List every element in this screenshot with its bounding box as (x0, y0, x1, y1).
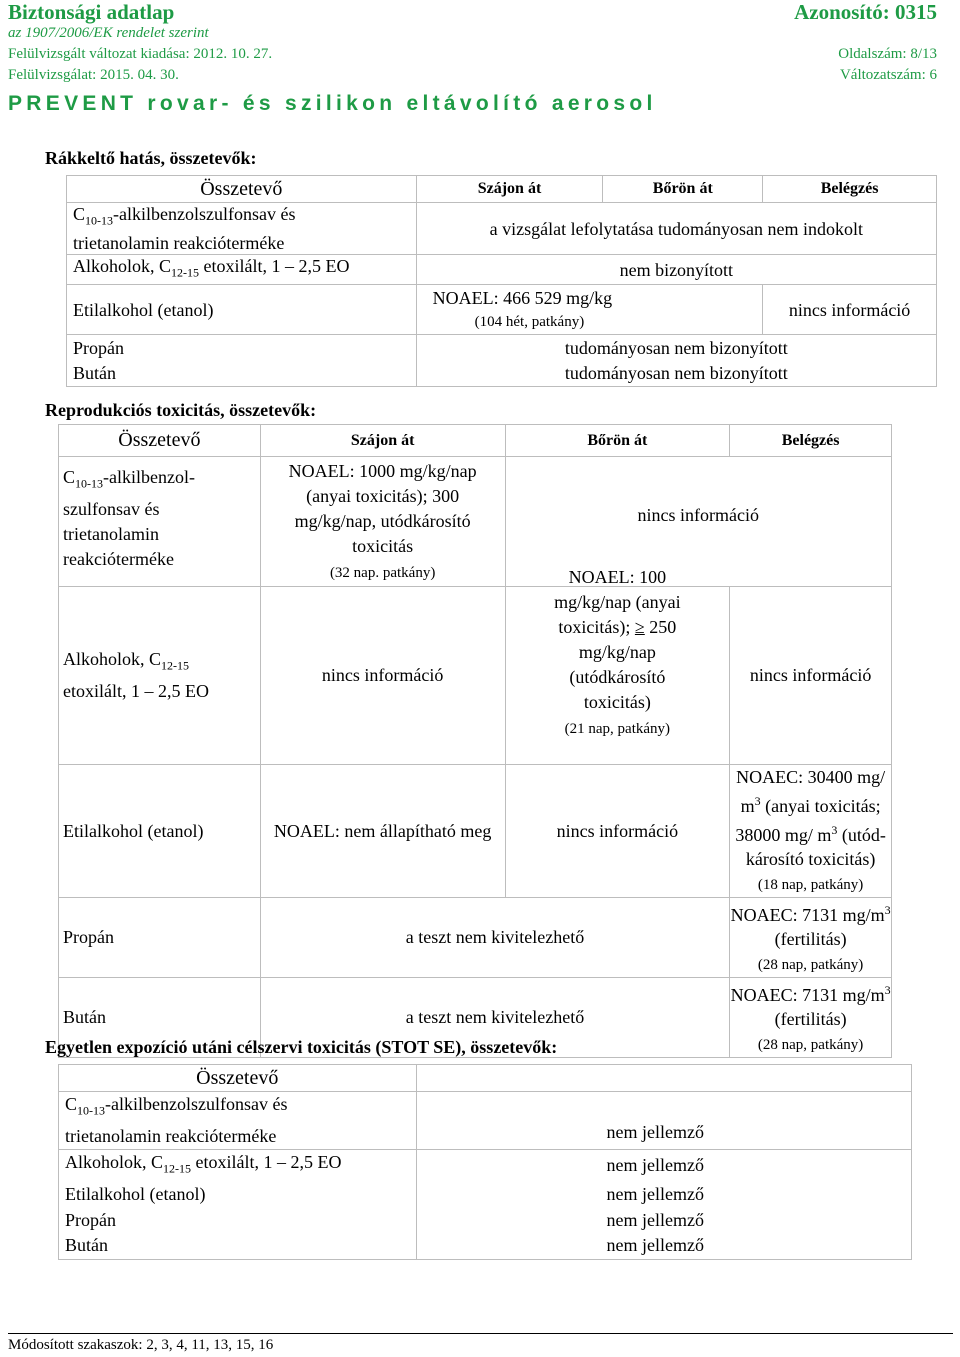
table-cell: NOAEL: 100 mg/kg/nap (anyai toxicitás); ≥ 250 mg/kg/nap (utódkárosító toxicitás) (21 nap, patkány) (505, 565, 730, 743)
document-title: Biztonsági adatlap (8, 0, 175, 24)
table-cell: nem jellemző (416, 1207, 911, 1233)
revision-date: Felülvizsgálat: 2015. 04. 30. (8, 67, 179, 83)
regulation-reference: az 1907/2006/EK rendelet szerint (8, 25, 209, 41)
footer-modified-sections: Módosított szakaszok: 2, 3, 4, 11, 13, 15, 16 (8, 1337, 274, 1353)
version-number: Változatszám: 6 (839, 67, 937, 83)
carcinogenic-section-title: Rákkeltő hatás, összetevők: (45, 148, 257, 168)
table-cell: a vizsgálat lefolytatása tudományosan nem indokolt (416, 203, 936, 255)
table-cell: nem jellemző (416, 1149, 911, 1181)
stot-section-title: Egyetlen expozíció utáni célszervi toxicitás (STOT SE), összetevők: (45, 1037, 558, 1057)
column-header-empty (416, 1065, 911, 1092)
document-id: Azonosító: 0315 (794, 0, 937, 24)
column-header-component: Összetevő (67, 176, 417, 203)
table-cell: NOAEL: 466 529 mg/kg (104 hét, patkány) (416, 285, 763, 335)
component-label: Alkoholok, $C_{12-15}$ etoxilált, 1 – 2,5 EO (59, 587, 261, 765)
revised-edition: Felülvizsgált változat kiadása: 2012. 10. 27. (8, 46, 273, 62)
table-cell: nincs információ (505, 457, 892, 587)
column-header-component: Összetevő (59, 425, 261, 457)
table-cell: nincs információ (763, 285, 937, 335)
component-label: Bután (67, 361, 417, 387)
table-cell: nem jellemző (416, 1092, 911, 1150)
table-cell: NOAEC: 30400 mg/ $m^3$ (anyai toxicitás; 38000 mg/ $m^3$ (utód- károsító toxicitás) (18 nap, patkány) (730, 765, 892, 898)
table-cell: tudományosan nem bizonyított (416, 335, 936, 361)
component-label: Etilalkohol (etanol) (59, 765, 261, 898)
table-cell: nem bizonyított (416, 255, 936, 285)
component-label: Propán (59, 898, 261, 978)
column-header-dermal: Bőrön át (603, 176, 763, 203)
component-label: Propán (67, 335, 417, 361)
component-label: $C_{10-13}$-alkilbenzolszulfonsav és trietanolamin reakcióterméke (59, 1092, 417, 1150)
stot-table (58, 1064, 912, 1260)
page-number: Oldalszám: 8/13 (838, 46, 937, 62)
column-header-component: Összetevő (59, 1065, 417, 1092)
carcinogenic-table (66, 175, 937, 387)
column-header-inhalation: Belégzés (763, 176, 937, 203)
table-cell: NOAEC: 7131 $mg/m^3$ (fertilitás) (28 nap, patkány) (730, 978, 892, 1058)
column-header-dermal: Bőrön át (505, 425, 730, 457)
table-cell: nem jellemző (416, 1233, 911, 1259)
table-cell: NOAEL: nem állapítható meg (260, 765, 505, 898)
component-label: Bután (59, 1233, 417, 1259)
table-cell: nincs információ (260, 587, 505, 765)
table-cell: nincs információ (505, 765, 730, 898)
component-label: Alkoholok, $C_{12-15}$ etoxilált, 1 – 2,5 EO (59, 1149, 417, 1181)
table-cell: nincs információ (730, 587, 892, 765)
footer-divider (8, 1333, 953, 1334)
table-cell: tudományosan nem bizonyított (416, 361, 936, 387)
product-name: PREVENT rovar- és szilikon eltávolító aerosol (8, 92, 657, 115)
component-label: Etilalkohol (etanol) (59, 1181, 417, 1207)
table-cell: nem jellemző (416, 1181, 911, 1207)
table-cell: a teszt nem kivitelezhető (260, 978, 729, 1058)
component-label: Propán (59, 1207, 417, 1233)
column-header-inhalation: Belégzés (730, 425, 892, 457)
reproductive-section-title: Reprodukciós toxicitás, összetevők: (45, 400, 317, 420)
table-cell: NOAEC: 7131 $mg/m^3$ (fertilitás) (28 nap, patkány) (730, 898, 892, 978)
table-cell: NOAEL: 1000 mg/kg/nap (anyai toxicitás); 300 mg/kg/nap, utódkárosító toxicitás (32 nap. patkány) (260, 457, 505, 587)
reproductive-table (58, 424, 892, 1058)
component-label: $C_{10-13}$-alkilbenzolszulfonsav és trietanolamin reakcióterméke (67, 203, 417, 255)
component-label: Etilalkohol (etanol) (67, 285, 417, 335)
column-header-oral: Szájon át (416, 176, 603, 203)
component-label: $C_{10-13}-alkilbenzol-$ szulfonsav és trietanolamin reakcióterméke (59, 457, 261, 587)
table-cell: a teszt nem kivitelezhető (260, 898, 729, 978)
column-header-oral: Szájon át (260, 425, 505, 457)
component-label: Alkoholok, $C_{12-15}$ etoxilált, 1 – 2,5 EO (67, 255, 417, 285)
component-label: Bután (59, 978, 261, 1058)
